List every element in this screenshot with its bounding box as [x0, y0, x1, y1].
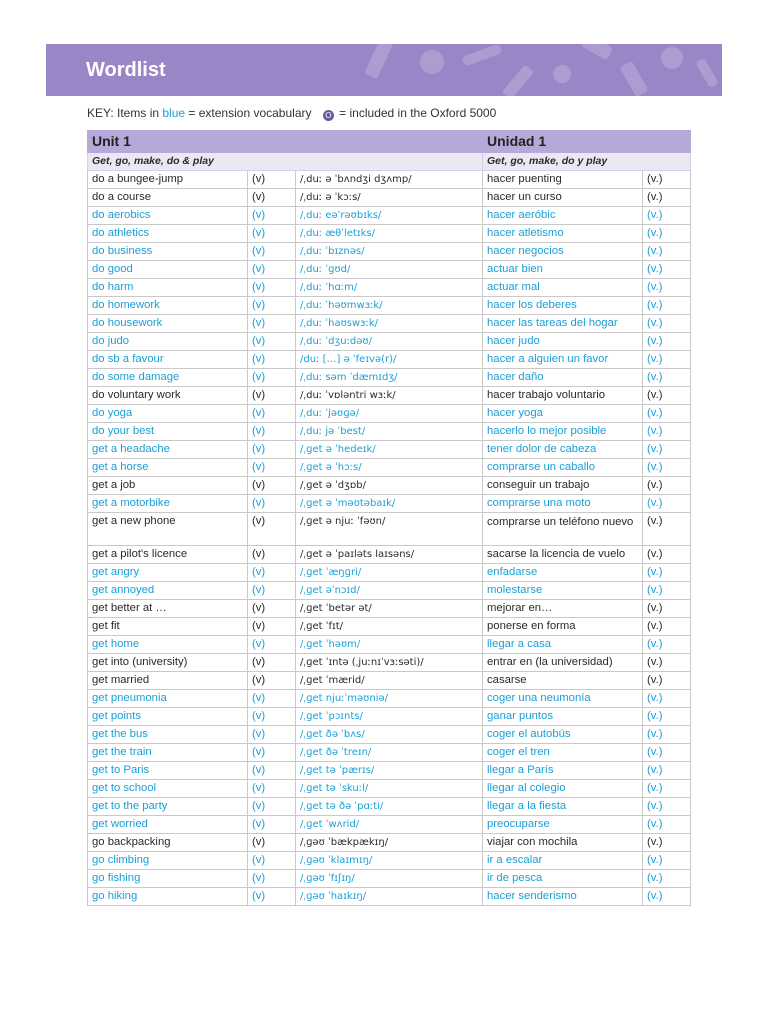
cell-pos-es: (v.) [643, 333, 691, 351]
cell-word-en: get to school [88, 780, 248, 798]
cell-word-en: do aerobics [88, 207, 248, 225]
cell-word-en: do homework [88, 297, 248, 315]
table-row [88, 261, 691, 279]
cell-word-es: llegar al colegio [483, 780, 643, 798]
cell-pos-en: (v) [248, 834, 296, 852]
cell-pos-en: (v) [248, 387, 296, 405]
cell-pos-es: (v.) [643, 387, 691, 405]
unit-title-en: Unit 1 [88, 131, 483, 153]
cell-pos-es: (v.) [643, 744, 691, 762]
cell-pos-es: (v.) [643, 495, 691, 513]
table-row [88, 744, 691, 762]
cell-word-en: do your best [88, 423, 248, 441]
cell-pos-es: (v.) [643, 369, 691, 387]
cell-ipa: /ˌɡəʊ ˈbækpækɪŋ/ [296, 834, 483, 852]
cell-word-es: comprarse un teléfono nuevo [483, 513, 643, 546]
cell-word-es: actuar mal [483, 279, 643, 297]
cell-pos-es: (v.) [643, 762, 691, 780]
cell-pos-en: (v) [248, 726, 296, 744]
cell-word-en: do harm [88, 279, 248, 297]
cell-word-en: get pneumonia [88, 690, 248, 708]
cell-pos-es: (v.) [643, 834, 691, 852]
cell-ipa: /ˌɡet ˈwʌrid/ [296, 816, 483, 834]
cell-pos-en: (v) [248, 636, 296, 654]
cell-word-en: get to the party [88, 798, 248, 816]
cell-ipa: /ˌɡet ˈpɔɪnts/ [296, 708, 483, 726]
cell-pos-en: (v) [248, 582, 296, 600]
cell-word-es: mejorar en… [483, 600, 643, 618]
cell-word-es: hacer trabajo voluntario [483, 387, 643, 405]
header-banner [46, 44, 722, 96]
cell-pos-es: (v.) [643, 546, 691, 564]
cell-ipa: /ˌɡet ə ˈhedeɪk/ [296, 441, 483, 459]
table-row [88, 564, 691, 582]
decorative-tools-pattern [362, 44, 722, 96]
cell-ipa: /ˌduː ˈbɪznəs/ [296, 243, 483, 261]
cell-pos-en: (v) [248, 852, 296, 870]
cell-word-es: tener dolor de cabeza [483, 441, 643, 459]
cell-pos-es: (v.) [643, 351, 691, 369]
cell-word-es: hacer un curso [483, 189, 643, 207]
page-title: Wordlist [86, 59, 166, 81]
cell-pos-es: (v.) [643, 708, 691, 726]
cell-word-es: hacer judo [483, 333, 643, 351]
cell-pos-en: (v) [248, 315, 296, 333]
cell-ipa: /ˌɡet ə ˈpaɪləts laɪsəns/ [296, 546, 483, 564]
cell-ipa: /ˌɡet ˈɪntə (ˌjuːnɪˈvɜːsəti)/ [296, 654, 483, 672]
cell-word-es: hacerlo lo mejor posible [483, 423, 643, 441]
cell-word-en: get married [88, 672, 248, 690]
table-row [88, 726, 691, 744]
cell-word-en: do sb a favour [88, 351, 248, 369]
cell-word-es: hacer senderismo [483, 888, 643, 906]
cell-pos-es: (v.) [643, 780, 691, 798]
cell-word-es: casarse [483, 672, 643, 690]
cell-word-en: go backpacking [88, 834, 248, 852]
cell-word-es: molestarse [483, 582, 643, 600]
cell-word-es: coger una neumonía [483, 690, 643, 708]
cell-ipa: /ˌduː ˈjəʊɡə/ [296, 405, 483, 423]
cell-pos-es: (v.) [643, 690, 691, 708]
cell-word-en: go fishing [88, 870, 248, 888]
cell-ipa: /ˌɡəʊ ˈfɪʃɪŋ/ [296, 870, 483, 888]
cell-pos-es: (v.) [643, 441, 691, 459]
cell-word-en: do business [88, 243, 248, 261]
cell-ipa: /ˌɡet tə ˈskuːl/ [296, 780, 483, 798]
cell-pos-es: (v.) [643, 600, 691, 618]
cell-pos-es: (v.) [643, 477, 691, 495]
cell-word-en: get a pilot's licence [88, 546, 248, 564]
cell-pos-es: (v.) [643, 279, 691, 297]
cell-pos-en: (v) [248, 243, 296, 261]
cell-pos-en: (v) [248, 546, 296, 564]
cell-pos-en: (v) [248, 816, 296, 834]
cell-ipa: /ˌɡet ˈfɪt/ [296, 618, 483, 636]
cell-word-en: get a motorbike [88, 495, 248, 513]
cell-word-es: llegar a la fiesta [483, 798, 643, 816]
cell-pos-en: (v) [248, 672, 296, 690]
cell-ipa: /ˌɡet əˈnɔɪd/ [296, 582, 483, 600]
cell-word-en: get a headache [88, 441, 248, 459]
table-row [88, 423, 691, 441]
cell-pos-en: (v) [248, 369, 296, 387]
cell-pos-en: (v) [248, 600, 296, 618]
cell-ipa: /ˌɡet ə ˈhɔːs/ [296, 459, 483, 477]
cell-word-es: ponerse en forma [483, 618, 643, 636]
cell-ipa: /ˌɡet tə ðə ˈpɑːti/ [296, 798, 483, 816]
cell-pos-en: (v) [248, 870, 296, 888]
oxford-icon: O [323, 110, 334, 121]
cell-word-en: get the bus [88, 726, 248, 744]
cell-pos-en: (v) [248, 708, 296, 726]
cell-pos-es: (v.) [643, 816, 691, 834]
cell-word-en: get better at … [88, 600, 248, 618]
table-row [88, 459, 691, 477]
cell-word-es: sacarse la licencia de vuelo [483, 546, 643, 564]
cell-pos-en: (v) [248, 459, 296, 477]
table-row [88, 654, 691, 672]
cell-word-es: coger el tren [483, 744, 643, 762]
legend-key [87, 106, 496, 121]
cell-word-es: conseguir un trabajo [483, 477, 643, 495]
table-row [88, 780, 691, 798]
table-row [88, 207, 691, 225]
table-row [88, 870, 691, 888]
cell-pos-en: (v) [248, 279, 296, 297]
cell-word-es: comprarse un caballo [483, 459, 643, 477]
cell-word-en: get angry [88, 564, 248, 582]
cell-pos-es: (v.) [643, 618, 691, 636]
cell-pos-en: (v) [248, 477, 296, 495]
cell-word-en: get to Paris [88, 762, 248, 780]
cell-word-en: get worried [88, 816, 248, 834]
cell-ipa: /ˌɡet ˈhəʊm/ [296, 636, 483, 654]
cell-ipa: /ˌduː ˈhaʊswɜːk/ [296, 315, 483, 333]
cell-word-en: get into (university) [88, 654, 248, 672]
cell-pos-en: (v) [248, 423, 296, 441]
cell-pos-es: (v.) [643, 207, 691, 225]
cell-word-en: get a job [88, 477, 248, 495]
cell-pos-es: (v.) [643, 423, 691, 441]
cell-ipa: /ˌduː ˈhɑːm/ [296, 279, 483, 297]
cell-word-en: go hiking [88, 888, 248, 906]
cell-pos-en: (v) [248, 333, 296, 351]
cell-word-es: hacer a alguien un favor [483, 351, 643, 369]
table-row [88, 369, 691, 387]
table-row [88, 297, 691, 315]
cell-pos-es: (v.) [643, 459, 691, 477]
cell-ipa: /ˌɡəʊ ˈhaɪkɪŋ/ [296, 888, 483, 906]
cell-pos-es: (v.) [643, 870, 691, 888]
cell-ipa: /ˌɡet ðə ˈbʌs/ [296, 726, 483, 744]
cell-ipa: /ˌɡəʊ ˈklaɪmɪŋ/ [296, 852, 483, 870]
cell-word-es: hacer las tareas del hogar [483, 315, 643, 333]
cell-word-en: get fit [88, 618, 248, 636]
table-row [88, 600, 691, 618]
cell-ipa: /ˌduː jə ˈbest/ [296, 423, 483, 441]
cell-pos-es: (v.) [643, 672, 691, 690]
cell-pos-en: (v) [248, 441, 296, 459]
cell-pos-es: (v.) [643, 888, 691, 906]
table-row [88, 315, 691, 333]
cell-pos-en: (v) [248, 780, 296, 798]
cell-word-es: viajar con mochila [483, 834, 643, 852]
cell-pos-en: (v) [248, 513, 296, 546]
cell-pos-en: (v) [248, 762, 296, 780]
unit-header-row [88, 131, 691, 153]
table-row [88, 495, 691, 513]
cell-word-es: entrar en (la universidad) [483, 654, 643, 672]
table-row [88, 351, 691, 369]
cell-ipa: /ˌduː ˈdʒuːdəʊ/ [296, 333, 483, 351]
table-row [88, 636, 691, 654]
cell-word-es: hacer los deberes [483, 297, 643, 315]
table-row [88, 387, 691, 405]
cell-word-en: do yoga [88, 405, 248, 423]
table-row [88, 690, 691, 708]
cell-word-es: ganar puntos [483, 708, 643, 726]
unit-subtitle-en: Get, go, make, do & play [88, 153, 483, 171]
table-row [88, 798, 691, 816]
unit-title-es: Unidad 1 [483, 131, 691, 153]
cell-ipa: /ˌɡet ˈmærid/ [296, 672, 483, 690]
cell-pos-es: (v.) [643, 261, 691, 279]
cell-pos-es: (v.) [643, 654, 691, 672]
wordlist-table [87, 130, 691, 906]
cell-ipa: /ˌɡet ə ˈdʒɒb/ [296, 477, 483, 495]
cell-word-en: do a course [88, 189, 248, 207]
cell-ipa: /ˌɡet tə ˈpærɪs/ [296, 762, 483, 780]
cell-pos-en: (v) [248, 495, 296, 513]
table-row [88, 333, 691, 351]
cell-word-es: llegar a París [483, 762, 643, 780]
cell-ipa: /ˌduː ˈɡʊd/ [296, 261, 483, 279]
cell-word-es: hacer negocios [483, 243, 643, 261]
cell-word-en: do athletics [88, 225, 248, 243]
cell-pos-es: (v.) [643, 636, 691, 654]
table-row [88, 816, 691, 834]
cell-ipa: /ˌduː ˈhəʊmwɜːk/ [296, 297, 483, 315]
cell-word-es: hacer aeróbic [483, 207, 643, 225]
cell-pos-en: (v) [248, 171, 296, 189]
cell-word-en: get home [88, 636, 248, 654]
wordlist-body [88, 131, 691, 906]
cell-word-en: do voluntary work [88, 387, 248, 405]
cell-pos-en: (v) [248, 297, 296, 315]
cell-pos-es: (v.) [643, 297, 691, 315]
table-row [88, 225, 691, 243]
cell-ipa: /ˌɡet ˈbetər ət/ [296, 600, 483, 618]
cell-ipa: /ˌduː eəˈrəʊbɪks/ [296, 207, 483, 225]
key-oxford-text: = included in the Oxford 5000 [339, 106, 497, 120]
cell-pos-en: (v) [248, 888, 296, 906]
cell-pos-es: (v.) [643, 405, 691, 423]
cell-word-es: preocuparse [483, 816, 643, 834]
cell-pos-es: (v.) [643, 582, 691, 600]
cell-pos-en: (v) [248, 405, 296, 423]
unit-subtitle-row [88, 153, 691, 171]
cell-word-en: get the train [88, 744, 248, 762]
cell-pos-es: (v.) [643, 315, 691, 333]
table-row [88, 477, 691, 495]
cell-pos-es: (v.) [643, 852, 691, 870]
cell-ipa: /ˌduː æθˈletɪks/ [296, 225, 483, 243]
cell-pos-es: (v.) [643, 513, 691, 546]
cell-pos-es: (v.) [643, 189, 691, 207]
cell-word-es: actuar bien [483, 261, 643, 279]
cell-word-es: hacer daño [483, 369, 643, 387]
table-row [88, 672, 691, 690]
cell-pos-es: (v.) [643, 564, 691, 582]
cell-pos-en: (v) [248, 189, 296, 207]
cell-word-es: enfadarse [483, 564, 643, 582]
cell-pos-en: (v) [248, 744, 296, 762]
cell-word-es: coger el autobús [483, 726, 643, 744]
cell-pos-es: (v.) [643, 726, 691, 744]
cell-word-es: llegar a casa [483, 636, 643, 654]
cell-pos-en: (v) [248, 618, 296, 636]
cell-word-en: do good [88, 261, 248, 279]
cell-word-es: ir a escalar [483, 852, 643, 870]
cell-pos-es: (v.) [643, 798, 691, 816]
cell-pos-es: (v.) [643, 171, 691, 189]
table-row [88, 243, 691, 261]
cell-word-en: get annoyed [88, 582, 248, 600]
cell-pos-en: (v) [248, 564, 296, 582]
cell-ipa: /ˌɡet ðə ˈtreɪn/ [296, 744, 483, 762]
cell-pos-en: (v) [248, 351, 296, 369]
cell-word-en: do housework [88, 315, 248, 333]
key-blue-word: blue [162, 106, 186, 120]
cell-pos-es: (v.) [643, 243, 691, 261]
cell-word-en: get a horse [88, 459, 248, 477]
cell-ipa: /ˌɡet njuːˈməʊniə/ [296, 690, 483, 708]
cell-pos-en: (v) [248, 798, 296, 816]
cell-pos-en: (v) [248, 261, 296, 279]
table-row [88, 171, 691, 189]
cell-ipa: /ˌduː ə ˈbʌndʒi dʒʌmp/ [296, 171, 483, 189]
cell-pos-en: (v) [248, 207, 296, 225]
cell-word-en: do some damage [88, 369, 248, 387]
key-prefix: KEY: Items in [87, 106, 160, 120]
table-row [88, 852, 691, 870]
table-row [88, 441, 691, 459]
cell-pos-en: (v) [248, 690, 296, 708]
table-row [88, 762, 691, 780]
unit-subtitle-es: Get, go, make, do y play [483, 153, 691, 171]
table-row [88, 888, 691, 906]
cell-pos-en: (v) [248, 225, 296, 243]
cell-word-en: get a new phone [88, 513, 248, 546]
cell-ipa: /ˌɡet ə ˈməʊtəbaɪk/ [296, 495, 483, 513]
cell-word-en: do judo [88, 333, 248, 351]
table-row [88, 189, 691, 207]
cell-ipa: /duː […] ə ˈfeɪvə(r)/ [296, 351, 483, 369]
cell-word-es: hacer puenting [483, 171, 643, 189]
table-row [88, 834, 691, 852]
table-row [88, 405, 691, 423]
cell-pos-es: (v.) [643, 225, 691, 243]
cell-word-es: hacer atletismo [483, 225, 643, 243]
table-row [88, 546, 691, 564]
cell-word-es: ir de pesca [483, 870, 643, 888]
cell-word-es: comprarse una moto [483, 495, 643, 513]
cell-word-en: do a bungee-jump [88, 171, 248, 189]
table-row [88, 618, 691, 636]
cell-ipa: /ˌduː səm ˈdæmɪdʒ/ [296, 369, 483, 387]
cell-pos-en: (v) [248, 654, 296, 672]
table-row [88, 582, 691, 600]
cell-word-en: go climbing [88, 852, 248, 870]
cell-ipa: /ˌduː ə ˈkɔːs/ [296, 189, 483, 207]
cell-ipa: /ˌduː ˈvɒləntri wɜːk/ [296, 387, 483, 405]
key-middle: = extension vocabulary [188, 106, 312, 120]
table-row [88, 513, 691, 546]
cell-word-es: hacer yoga [483, 405, 643, 423]
table-row [88, 708, 691, 726]
cell-ipa: /ˌɡet ə njuː ˈfəʊn/ [296, 513, 483, 546]
table-row [88, 279, 691, 297]
cell-ipa: /ˌɡet ˈæŋɡri/ [296, 564, 483, 582]
cell-word-en: get points [88, 708, 248, 726]
